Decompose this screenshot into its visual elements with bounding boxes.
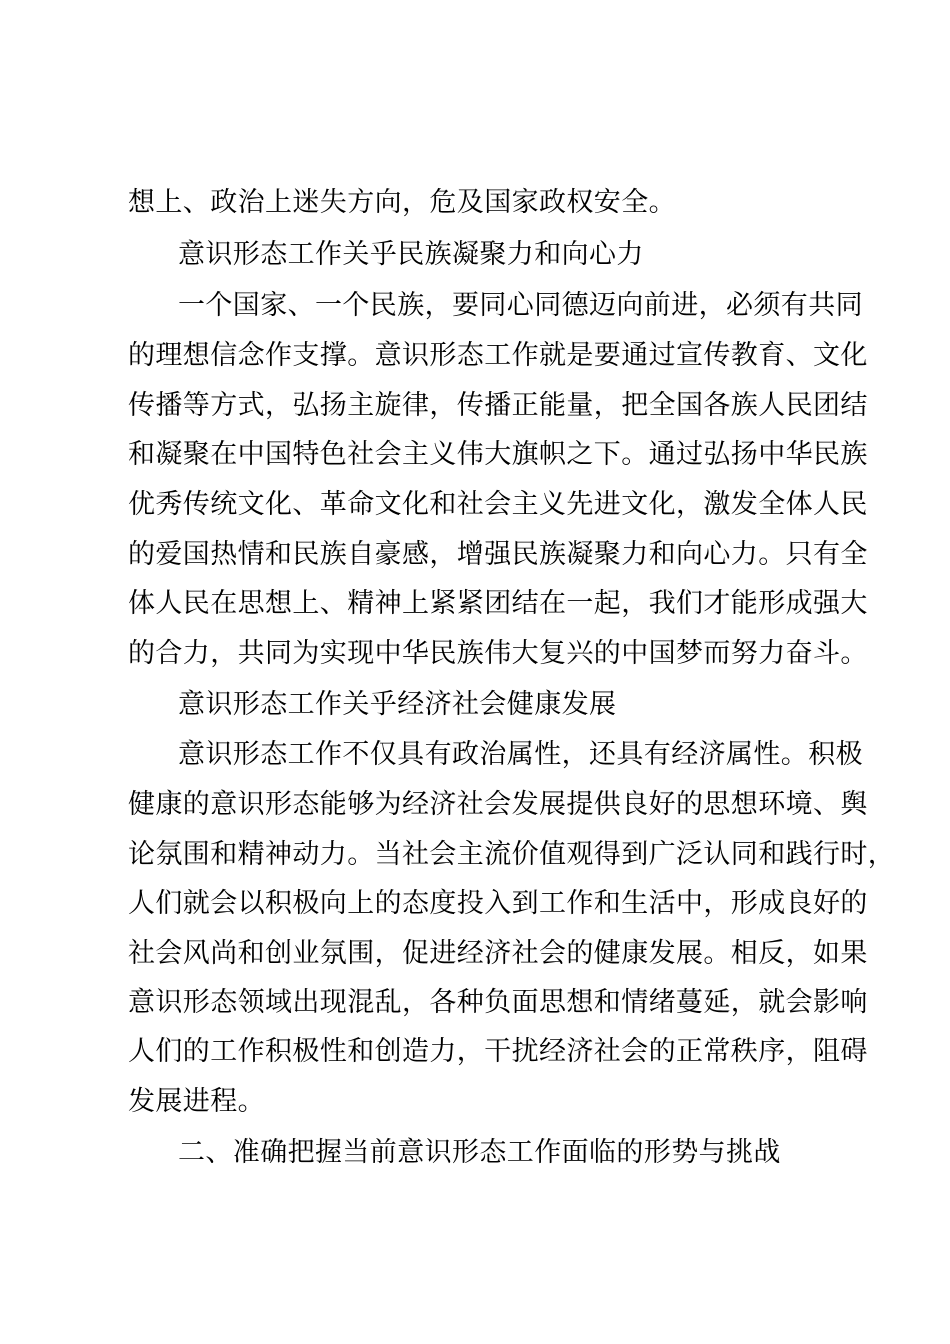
paragraph-line: 优秀传统文化、革命文化和社会主义先进文化，激发全体人民: [128, 489, 868, 520]
paragraph-line: 想上、政治上迷失方向，危及国家政权安全。: [128, 187, 676, 218]
paragraph-line: 和凝聚在中国特色社会主义伟大旗帜之下。通过弘扬中华民族: [128, 439, 868, 470]
paragraph-line: 发展进程。: [128, 1086, 265, 1117]
paragraph-line: 论氛围和精神动力。当社会主流价值观得到广泛认同和践行时，: [128, 839, 896, 870]
paragraph-line: 意识形态领域出现混乱，各种负面思想和情绪蔓延，就会影响: [128, 987, 868, 1018]
paragraph-line: 的理想信念作支撑。意识形态工作就是要通过宣传教育、文化: [128, 340, 868, 371]
paragraph-line: 意识形态工作不仅具有政治属性，还具有经济属性。积极: [178, 739, 863, 770]
section-heading: 二、准确把握当前意识形态工作面临的形势与挑战: [178, 1137, 781, 1168]
section-heading: 意识形态工作关乎经济社会健康发展: [178, 689, 617, 720]
paragraph-line: 人们就会以积极向上的态度投入到工作和生活中，形成良好的: [128, 888, 868, 919]
section-heading: 意识形态工作关乎民族凝聚力和向心力: [178, 239, 644, 270]
paragraph-line: 体人民在思想上、精神上紧紧团结在一起，我们才能形成强大: [128, 588, 868, 619]
paragraph-line: 一个国家、一个民族，要同心同德迈向前进，必须有共同: [178, 290, 863, 321]
paragraph-line: 的合力，共同为实现中华民族伟大复兴的中国梦而努力奋斗。: [128, 638, 868, 669]
paragraph-line: 的爱国热情和民族自豪感，增强民族凝聚力和向心力。只有全: [128, 539, 868, 570]
paragraph-line: 人们的工作积极性和创造力，干扰经济社会的正常秩序，阻碍: [128, 1036, 868, 1067]
paragraph-line: 传播等方式，弘扬主旋律，传播正能量，把全国各族人民团结: [128, 390, 868, 421]
paragraph-line: 健康的意识形态能够为经济社会发展提供良好的思想环境、舆: [128, 789, 868, 820]
paragraph-line: 社会风尚和创业氛围，促进经济社会的健康发展。相反，如果: [128, 938, 868, 969]
